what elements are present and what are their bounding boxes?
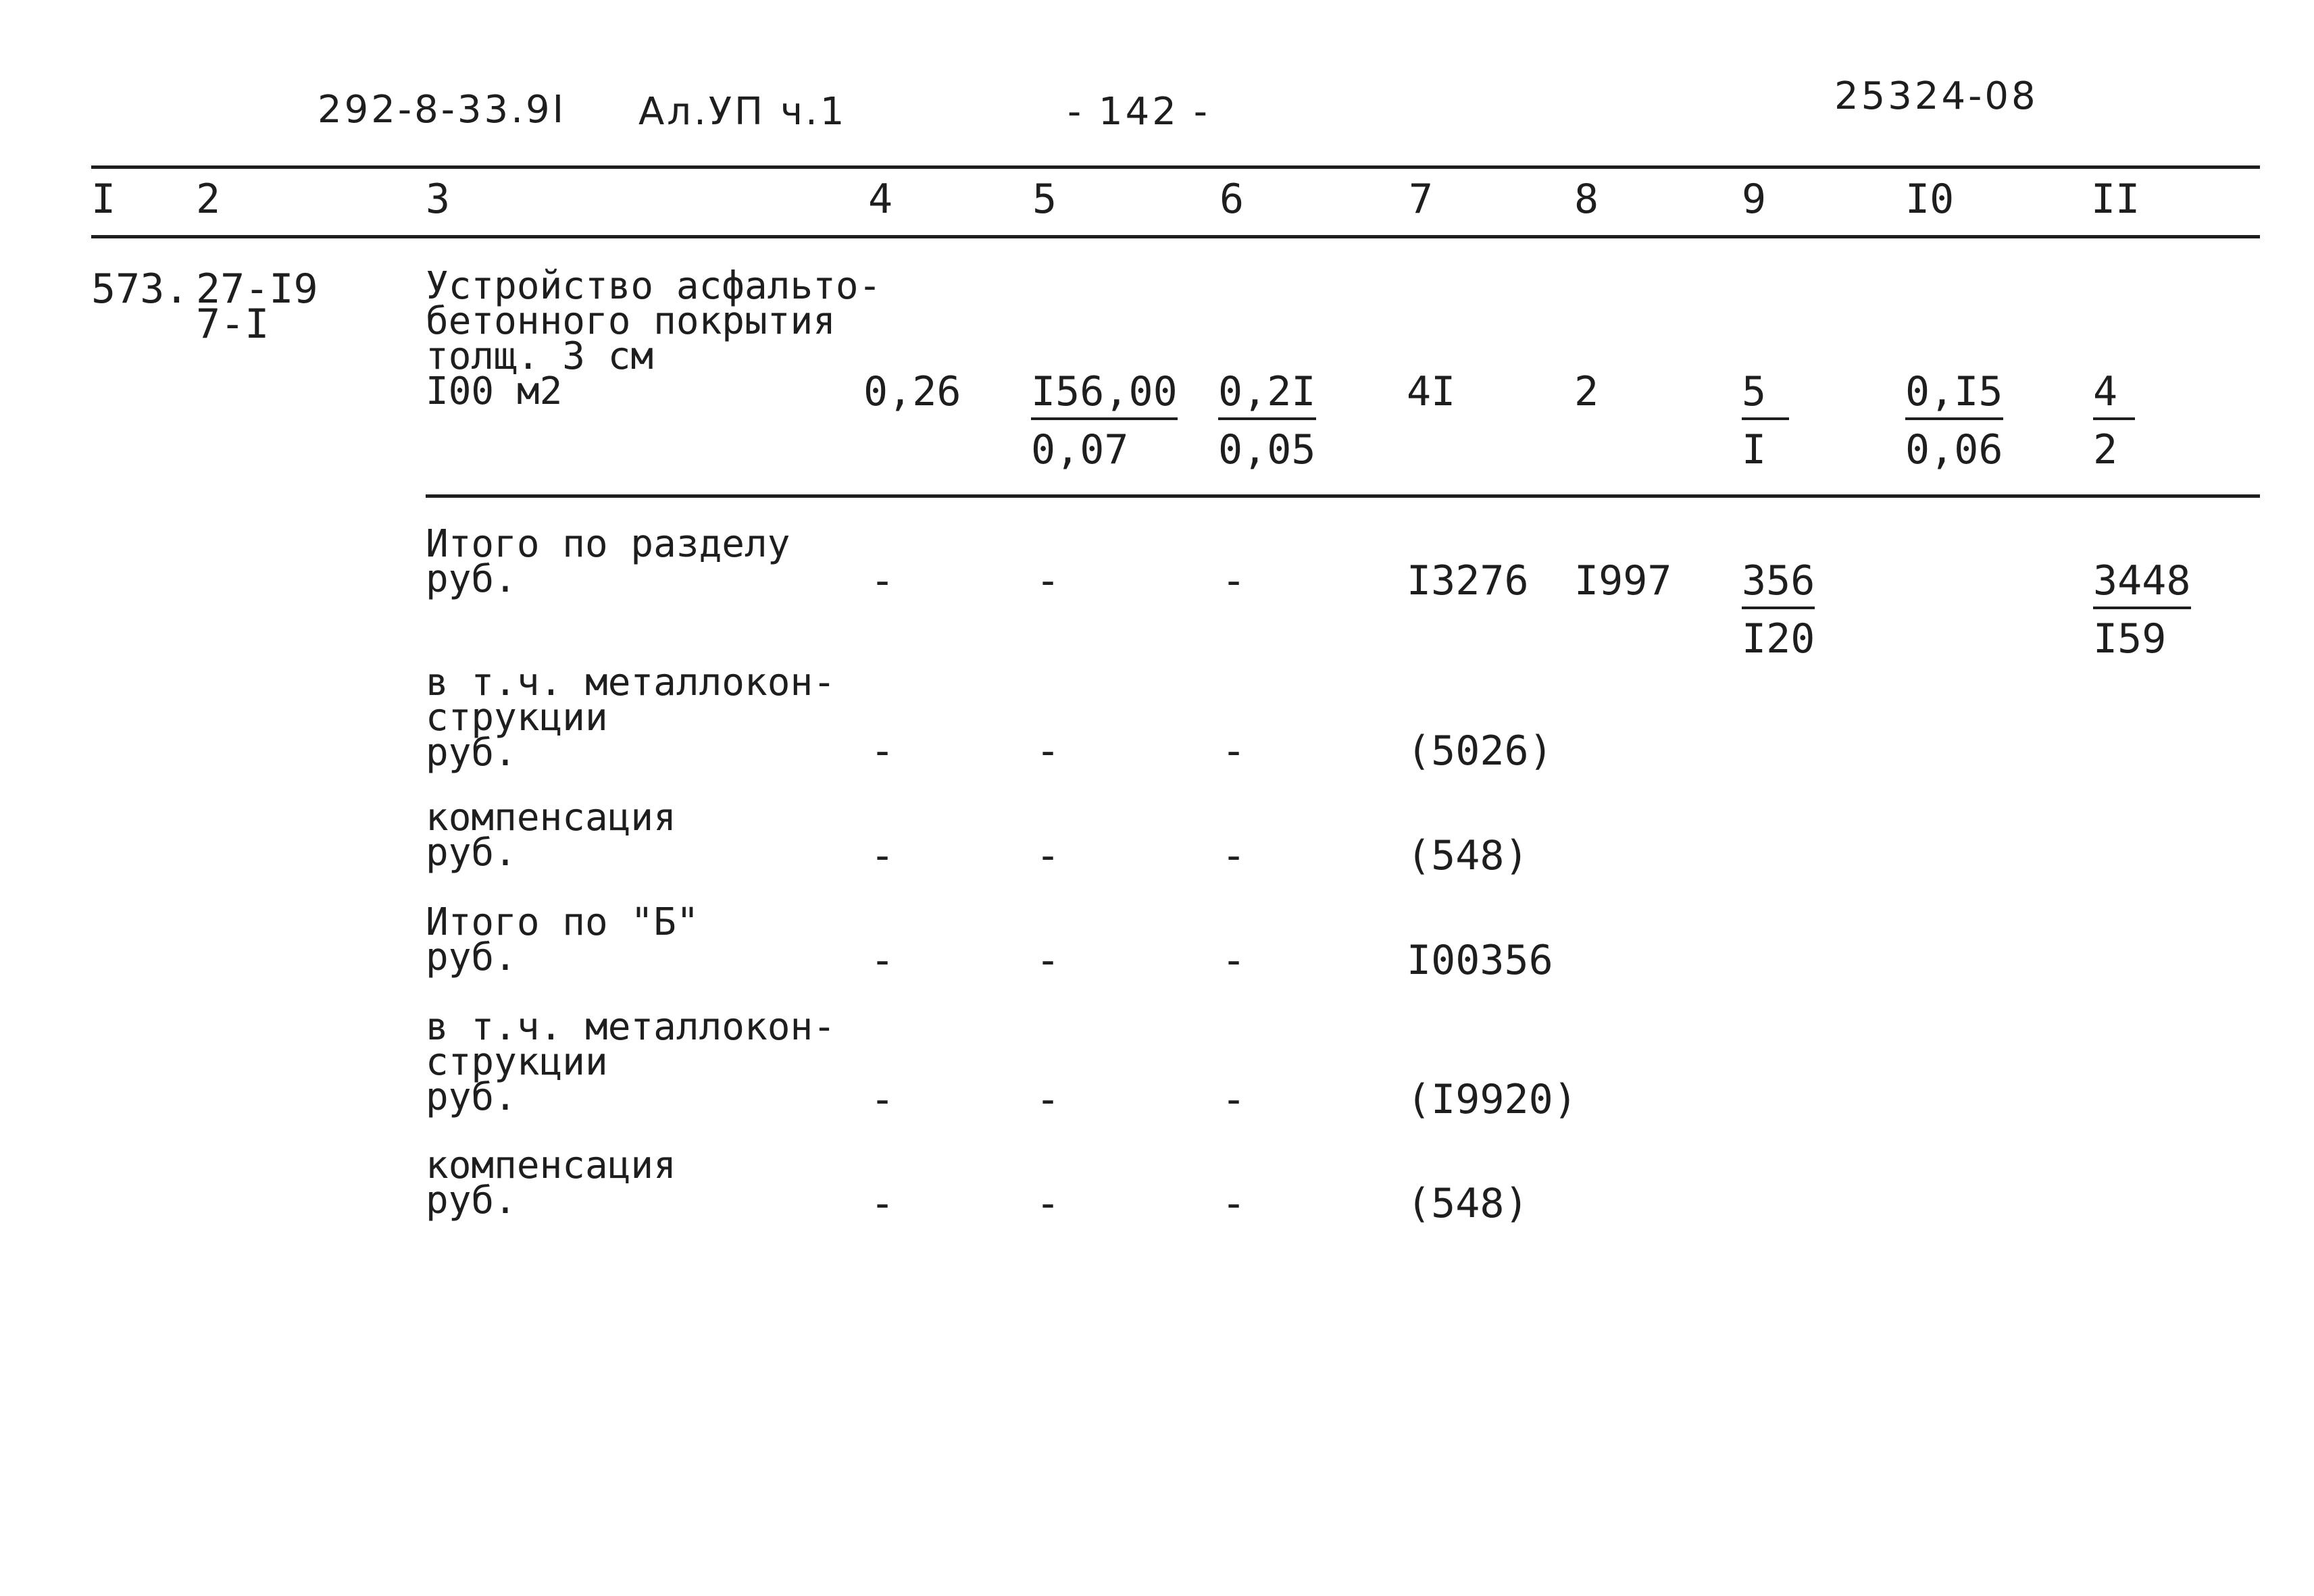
col-5-dash: - — [1036, 727, 1061, 775]
item-col-10-denominator: 0,06 — [1905, 426, 2003, 473]
col-4-dash: - — [870, 1180, 895, 1227]
item-col-11-denominator: 2 — [2093, 426, 2118, 473]
col-5-dash: - — [1036, 937, 1061, 984]
item-description-line-2: бетонного покрытия — [426, 299, 836, 343]
item-col-5-denominator: 0,07 — [1031, 426, 1129, 473]
col-6-dash: - — [1222, 1180, 1247, 1227]
col-6-dash: - — [1222, 557, 1247, 604]
col-9-fraction — [1742, 557, 1815, 663]
summary-label-line: руб. — [426, 1179, 517, 1222]
summary-label-line: в т.ч. металлокон- — [426, 661, 836, 704]
summary-label-line: струкции — [426, 696, 608, 740]
col-5-dash: - — [1036, 1180, 1061, 1227]
summary-label-line: компенсация — [426, 1143, 676, 1187]
item-col-11-numerator: 4 — [2093, 371, 2135, 420]
summary-metal-2-label — [426, 1005, 836, 1119]
col-7-value: (548) — [1407, 1180, 1529, 1227]
column-header-9: 9 — [1742, 176, 1767, 223]
summary-metal-1-label — [426, 661, 836, 775]
summary-compensation-2-label — [426, 1143, 676, 1222]
summary-label-line: руб. — [426, 831, 517, 875]
col-4-dash: - — [870, 727, 895, 775]
col-7-value: (I9920) — [1407, 1076, 1578, 1123]
summary-label-line: руб. — [426, 935, 517, 979]
summary-label-line: струкции — [426, 1040, 608, 1084]
col-5-dash: - — [1036, 832, 1061, 879]
item-col-6-fraction — [1218, 368, 1316, 473]
table-top-rule — [91, 165, 2260, 169]
col-6-dash: - — [1222, 1076, 1247, 1123]
col-5-dash: - — [1036, 1076, 1061, 1123]
document-code: 292-8-33.9I — [318, 88, 567, 132]
column-header-8: 8 — [1574, 176, 1599, 223]
item-description-line-3: толщ. 3 см — [426, 334, 654, 378]
column-header-6: 6 — [1219, 176, 1244, 223]
column-header-2: 2 — [196, 176, 221, 223]
col-7-value: I3276 — [1407, 557, 1529, 604]
column-header-1: I — [91, 176, 116, 223]
item-col-6-denominator: 0,05 — [1218, 426, 1316, 473]
column-header-4: 4 — [868, 176, 893, 223]
item-description — [426, 264, 882, 413]
item-col-8-value: 2 — [1574, 368, 1599, 415]
item-col-9-numerator: 5 — [1742, 371, 1789, 420]
column-header-5: 5 — [1032, 176, 1057, 223]
summary-total-section-label — [426, 522, 790, 601]
col-11-fraction — [2093, 557, 2191, 663]
item-col-6-numerator: 0,2I — [1218, 371, 1316, 420]
summary-label-line: в т.ч. металлокон- — [426, 1005, 836, 1049]
item-col-10-fraction — [1905, 368, 2003, 473]
summary-label-line: руб. — [426, 557, 517, 601]
col-6-dash: - — [1222, 832, 1247, 879]
inventory-number: 25324-08 — [1834, 74, 2038, 118]
item-description-line-4: I00 м2 — [426, 369, 563, 413]
item-col-9-denominator: I — [1742, 426, 1767, 473]
column-header-3: 3 — [426, 176, 451, 223]
col-4-dash: - — [870, 557, 895, 604]
col-4-dash: - — [870, 1076, 895, 1123]
col-7-value: I00356 — [1407, 937, 1553, 984]
item-code-line-2: 7-I — [196, 301, 270, 348]
col-9-denominator: I20 — [1742, 615, 1815, 663]
col-6-dash: - — [1222, 937, 1247, 984]
col-11-denominator: I59 — [2093, 615, 2167, 663]
col-7-value: (548) — [1407, 832, 1529, 879]
section-separator-rule — [426, 494, 2260, 498]
col-4-dash: - — [870, 832, 895, 879]
item-number: 573. — [91, 265, 189, 313]
summary-compensation-1-label — [426, 796, 676, 875]
col-9-numerator: 356 — [1742, 561, 1815, 609]
header-bottom-rule — [91, 235, 2260, 238]
item-code-line-1: 27-I9 — [196, 265, 318, 313]
col-5-dash: - — [1036, 557, 1061, 604]
summary-label-line: компенсация — [426, 796, 676, 840]
summary-label-line: руб. — [426, 1075, 517, 1119]
column-header-7: 7 — [1409, 176, 1434, 223]
summary-total-b-label — [426, 900, 699, 979]
col-11-numerator: 3448 — [2093, 561, 2191, 609]
col-6-dash: - — [1222, 727, 1247, 775]
summary-label-line: Итого по "Б" — [426, 900, 699, 944]
item-col-5-fraction — [1031, 368, 1178, 473]
item-col-9-fraction — [1742, 368, 1789, 473]
page-number: - 142 - — [1067, 90, 1210, 134]
summary-label-line: руб. — [426, 731, 517, 775]
item-col-10-numerator: 0,I5 — [1905, 371, 2003, 420]
col-8-value: I997 — [1574, 557, 1672, 604]
album-label: Ал.УП ч.1 — [638, 90, 847, 134]
item-col-4-value: 0,26 — [863, 368, 961, 415]
item-col-5-numerator: I56,00 — [1031, 371, 1178, 420]
col-4-dash: - — [870, 937, 895, 984]
item-col-11-fraction — [2093, 368, 2135, 473]
summary-label-line: Итого по разделу — [426, 522, 790, 566]
item-description-line-1: Устройство асфальто- — [426, 264, 882, 308]
item-col-7-value: 4I — [1407, 368, 1456, 415]
column-header-11: II — [2091, 176, 2140, 223]
column-header-10: I0 — [1905, 176, 1955, 223]
col-7-value: (5026) — [1407, 727, 1553, 775]
